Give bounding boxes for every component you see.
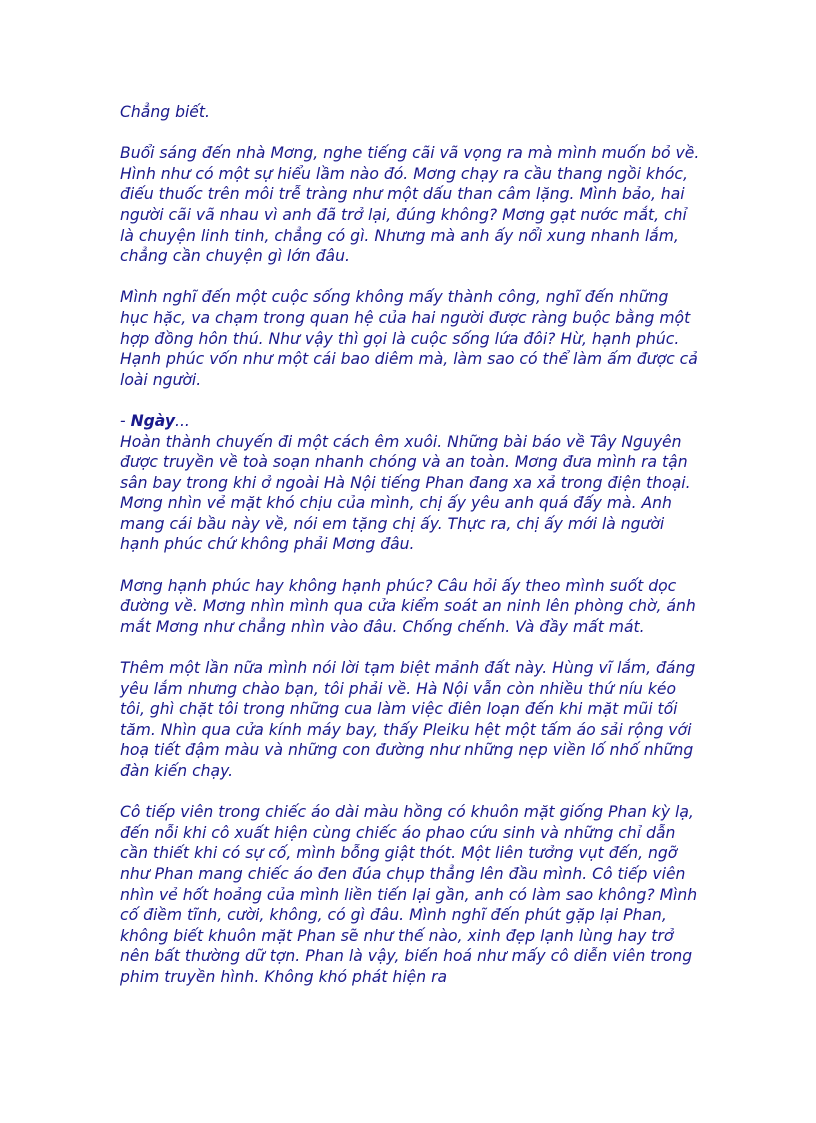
day-heading-dash: -: [120, 411, 131, 430]
paragraph-mong-happiness-question: Mơng hạnh phúc hay không hạnh phúc? Câu hỏi ấy theo mình suốt dọc đường về. Mơng nhìn mình qua cửa kiểm soát an ninh lên phòng chờ, ánh mắt Mơng như chẳng nhìn vào đâu. Chống chếnh. Và đầy mất mát.: [120, 576, 696, 636]
paragraph-farewell-pleiku: Thêm một lần nữa mình nói lời tạm biệt mảnh đất này. Hùng vĩ lắm, đáng yêu lắm nhưng chào bạn, tôi phải về. Hà Nội vẫn còn nhiều thứ níu kéo tôi, ghì chặt tôi trong những cua làm việc điên loạn đến khi mặt mũi tối tăm. Nhìn qua cửa kính máy bay, thấy Pleiku hệt một tấm áo sải rộng với hoạ tiết đậm màu và những con đường như những nẹp viền lố nhố những đàn kiến chạy.: [120, 659, 696, 780]
paragraph-trip-complete: Hoàn thành chuyến đi một cách êm xuôi. Những bài báo về Tây Nguyên được truyền về toà soạn nhanh chóng và an toàn. Mơng đưa mình ra tận sân bay trong khi ở ngoài Hà Nội tiếng Phan đang xa xả trong điện thoại. Mơng nhìn vẻ mặt khó chịu của mình, chị ấy yêu anh quá đấy mà. Anh mang cái bầu này về, nói em tặng chị ấy. Thực ra, chị ấy mới là người hạnh phúc chứ không phải Mơng đâu.: [120, 432, 691, 554]
day-heading-ellipsis: ...: [175, 411, 190, 430]
paragraph-chang-biet: Chẳng biết.: [120, 103, 210, 121]
day-heading-label: Ngày: [130, 411, 176, 430]
paragraph-flight-attendant: Cô tiếp viên trong chiếc áo dài màu hồng có khuôn mặt giống Phan kỳ lạ, đến nỗi khi cô xuất hiện cùng chiếc áo phao cứu sinh và những chỉ dẫn cần thiết khi có sự cố, mình bỗng giật thót. Một liên tưởng vụt đến, ngỡ như Phan mang chiếc áo đen đúa chụp thẳng lên đầu mình. Cô tiếp viên nhìn vẻ hốt hoảng của mình liền tiến lại gần, anh có làm sao không? Mình cố điềm tĩnh, cười, không, có gì đâu. Mình nghĩ đến phút gặp lại Phan, không biết khuôn mặt Phan sẽ như thế nào, xinh đẹp lạnh lùng hay trở nên bất thường dữ tợn. Phan là vậy, biến hoá như mấy cô diễn viên trong phim truyền hình. Không khó phát hiện ra: [120, 803, 698, 986]
paragraph-morning-visit: Buổi sáng đến nhà Mơng, nghe tiếng cãi vã vọng ra mà mình muốn bỏ về. Hình như có một sự hiểu lầm nào đó. Mơng chạy ra cầu thang ngồi khóc, điếu thuốc trên môi trễ tràng như một dấu than câm lặng. Mình bảo, hai người cãi vã nhau vì anh đã trở lại, đúng không? Mơng gạt nước mắt, chỉ là chuyện linh tinh, chẳng có gì. Nhưng mà anh ấy nổi xung nhanh lắm, chẳng cần chuyện gì lớn đâu.: [120, 144, 700, 266]
day-heading: [120, 411, 700, 432]
paragraph-reflection-happiness: Mình nghĩ đến một cuộc sống không mấy thành công, nghĩ đến những hục hặc, va chạm trong quan hệ của hai người được ràng buộc bằng một hợp đồng hôn thú. Như vậy thì gọi là cuộc sống lứa đôi? Hừ, hạnh phúc. Hạnh phúc vốn như một cái bao diêm mà, làm sao có thể làm ấm được cả loài người.: [120, 288, 698, 389]
document-body: [120, 102, 700, 1008]
